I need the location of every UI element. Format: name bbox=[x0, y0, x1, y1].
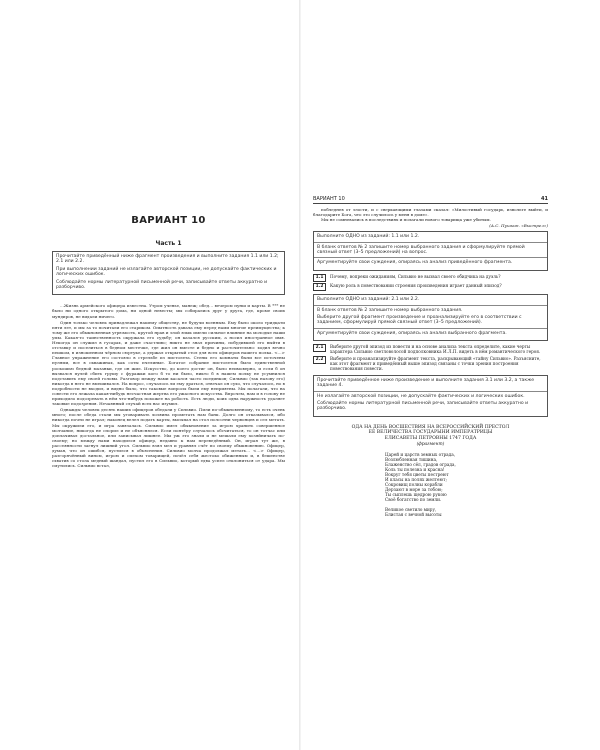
poem-line: Блистая с вечной высоты bbox=[385, 511, 442, 517]
instruction-line: Прочитайте приведённое ниже произведение и выполните задания 3.1 или 3.2, а также задание 4. bbox=[317, 377, 535, 389]
question-text: Выберите другой эпизод из повести и на основе анализа текста определите, какие черты характера Сильвио светловолосой подполковника И.Л.П. видеть в нём романтического героя. bbox=[330, 344, 541, 355]
poem-line: Блаженство сёл, градов ограда, bbox=[385, 462, 456, 468]
instruction-line: В бланк ответов № 2 запишите номер выбранного задания и сформулируйте прямой связный ответ (3–5 предложений) на вопрос. bbox=[317, 244, 525, 255]
instruction-line: В бланк ответов № 2 запишите номер выбранного задания. bbox=[317, 307, 463, 313]
ode-title-line: ЕЕ ВЕЛИЧЕСТВА ГОСУДАРЫНИ ИМПЕРАТРИЦЫ bbox=[368, 430, 493, 436]
poem-line: И класы на полях желтеют; bbox=[385, 477, 447, 483]
question-number: 1.1 bbox=[313, 274, 326, 282]
question-number: 2.1 bbox=[313, 344, 326, 352]
excerpt-paragraph: побледнев от злости, и с сверкающими глазами сказал: «Милостивый государь, извольте выйти, и благодарите Бога, что это случилось у меня в доме». bbox=[313, 207, 548, 218]
instruction-line: Не излагайте авторской позиции, не допускайте фактических и логических ошибок. bbox=[317, 393, 525, 399]
question-number: 2.2 bbox=[313, 356, 326, 364]
poem-line: Сокровищ полны корабли bbox=[385, 482, 443, 488]
question-2-2 bbox=[313, 356, 548, 371]
excerpt-paragraph: ...Жизнь армейского офицера известна. Утром ученье, манеж; обед... вечером пунш и карты. В *** не было ни одного открытого дома, ни одной невесты; мы собирались друг у друга, где, кроме своих мундиров, не видали ничего. bbox=[52, 303, 285, 319]
question-1-1 bbox=[313, 274, 548, 282]
page-number: 41 bbox=[541, 196, 548, 202]
ode-title bbox=[313, 425, 548, 441]
question-2-1 bbox=[313, 344, 548, 354]
divider bbox=[314, 242, 547, 243]
poem-line: Своё богатство по земли. bbox=[385, 497, 442, 503]
instruction-line: Аргументируйте свои суждения, опираясь на анализ выбранного фрагмента. bbox=[317, 330, 507, 336]
excerpt-paragraph: Однажды человек десять наших офицеров обедали у Сильвио. Пили по-обыкновенному, то есть очень много; после обеда стали мы уговаривать хозяина прометать нам банк. Долго он отказывался, ибо никогда почти не играл; наконец велел подать карты, высыпал на стол полсотни червонцев и сел метать. Мы окружили его, и игра завязалась. Сильвио имел обыкновение за игрою хранить совершенное молчание, никогда не спорил и не объяснялся. Если понтёру случалось обсчитаться, то он тотчас или доплачивал достальное, или записывал лишнее. Мы уж это знали и не мешали ему хозяйничать по-своему; но между нами находился офицер, недавно к нам переведённый. Он, играя тут же, в рассеянности загнул лишний угол. Сильвио взял мел и уравнял счёт по своему обыкновению. Офицер, думая, что он ошибся, пустился в объяснения. Сильвио молча продолжал метать... <...> Офицер, разгорячённый вином, игрою и смехом товарищей, почёл себя жестоко обиженным и, в бешенстве схватив со стола медный шандал, пустил его в Сильвио, который едва успел отклониться от удара. Мы смутились. Сильвио встал, bbox=[52, 407, 285, 468]
task1-instructions-box bbox=[313, 231, 548, 271]
source-attribution: (А.С. Пушкин. «Выстрел») bbox=[489, 223, 548, 229]
poem-line: Коль ты полезна и красна! bbox=[385, 467, 445, 473]
part-title: Часть 1 bbox=[155, 240, 182, 247]
question-1-2 bbox=[313, 283, 548, 291]
running-head bbox=[313, 196, 548, 204]
excerpt-paragraph: Один только человек принадлежал нашему обществу, не будучи военным. Ему было около тридцати пяти лет, и мы за то почитали его стариком. Опытность давала ему перед нами многие преимущества; к тому же его обыкновенная угрюмость, крутой нрав и злой язык имели сильное влияние на молодые наши умы. Какая-то таинственность окружала его судьбу; он казался русским, а носил иностранное имя. Некогда он служил в гусарах, и даже счастливо; никто не знал причины, побудившей его выйти в отставку и поселиться в бедном местечке, где жил он вместе и бедно и расточительно: ходил вечно пешком, в изношенном чёрном сюртуке, а держал открытый стол для всех офицеров нашего полка. <...> Главное упражнение его состояло в стрельбе из пистолета. Стены его комнаты были все источены пулями, все в скважинах, как соты пчелиные. Богатое собрание пистолетов было единственной роскошью бедной мазанки, где он жил. Искусство, до коего достиг он, было неимоверно, и если б он вызвался пулей сбить грушу с фуражки кого б то ни было, никто б в нашем полку не усумнился подставить ему своей головы. Разговор между нами касался часто поединков; Сильвио (так назову его) никогда в него не вмешивался. На вопрос, случалось ли ему драться, отвечал он сухо, что случалось, но в подробности не входил, и видно было, что таковые вопросы были ему неприятны. Мы полагали, что на совести его лежала какая-нибудь несчастная жертва его ужасного искусства. Впрочем, нам и в голову не приходило подозревать в нём что-нибудь похожее на робость. Есть люди, коих одна наружность удаляет таковые подозрения. Нечаянный случай всех нас изумил. bbox=[52, 320, 285, 406]
question-text: Какую роль в повествовании строения произведения играет данный эпизод? bbox=[330, 283, 502, 289]
divider bbox=[314, 328, 547, 329]
poem-line: Возлюбленная тишина, bbox=[385, 457, 438, 463]
instruction-line: Выполните ОДНО из заданий: 2.1 или 2.2. bbox=[317, 297, 420, 303]
poem-line: Дерзают в море за тобою; bbox=[385, 487, 443, 493]
instructions-box bbox=[52, 251, 285, 295]
question-text: Почему, вопреки ожиданиям, Сильвио не вызвал своего обидчика на дуэль? bbox=[330, 273, 501, 279]
variant-title: ВАРИАНТ 10 bbox=[131, 215, 206, 226]
poem-line: Царей и царств земных отрада, bbox=[385, 452, 456, 458]
poem-line: Ты сыплешь щедрою рукою bbox=[385, 492, 447, 498]
instruction-line: Соблюдайте нормы литературной письменной речи, записывайте ответы аккуратно и разборчиво. bbox=[317, 401, 529, 412]
divider bbox=[314, 305, 547, 306]
ode-title-line: ЕЛИСАВЕТЫ ПЕТРОВНЫ 1747 ГОДА bbox=[384, 435, 477, 441]
instruction-line: Выберите другой фрагмент произведение и проанализируйте его в соответствии с заданием, сформулируй прямой связный ответ (3–5 предложений). bbox=[317, 315, 522, 326]
instruction-line: Прочитайте приведённый ниже фрагмент произведения и выполните задания 1.1 или 1.2; 2.1 или 2.2. bbox=[56, 254, 279, 265]
ode-subtitle: (фрагмент) bbox=[416, 442, 445, 448]
ode-title-line: ОДА НА ДЕНЬ ВОСШЕСТВИЯ НА ВСЕРОССИЙСКИЙ ПРЕСТОЛ bbox=[351, 424, 510, 430]
instruction-line: Аргументируйте свои суждения, опираясь на анализ приведённого фрагмента. bbox=[317, 260, 513, 266]
divider bbox=[314, 391, 547, 392]
instruction-line: При выполнении заданий не излагайте авторской позиции, не допускайте фактических и логических ошибок. bbox=[56, 266, 277, 278]
running-head-title: ВАРИАНТ 10 bbox=[313, 196, 345, 202]
excerpt-paragraph: Мы не сомневались в последствиях и полагали нового товарища уже убитым. bbox=[321, 217, 491, 223]
question-number: 1.2 bbox=[313, 283, 326, 291]
instruction-line: Выполните ОДНО из заданий: 1.1 или 1.2. bbox=[317, 234, 420, 240]
left-page bbox=[0, 0, 299, 750]
poem bbox=[313, 452, 548, 517]
story-excerpt bbox=[52, 303, 285, 468]
question-text: Выберите и проанализируйте фрагмент текста, раскрывающий «тайну Сильвио». Разъясните, как этот фрагмент и приведённый выше эпизод связаны с точки зрения построения повествования повести. bbox=[330, 355, 541, 371]
task3-instructions-box bbox=[313, 375, 548, 417]
task2-instructions-box bbox=[313, 294, 548, 341]
right-page bbox=[301, 0, 600, 750]
instruction-line: Соблюдайте нормы литературной письменной речи, записывайте ответы аккуратно и разборчиво. bbox=[56, 279, 268, 291]
excerpt-continuation bbox=[313, 207, 548, 222]
poem-line: Вокруг тебя цветы пестреют bbox=[385, 472, 449, 478]
divider bbox=[314, 257, 547, 258]
poem-line: Великое светило миру, bbox=[385, 506, 437, 512]
